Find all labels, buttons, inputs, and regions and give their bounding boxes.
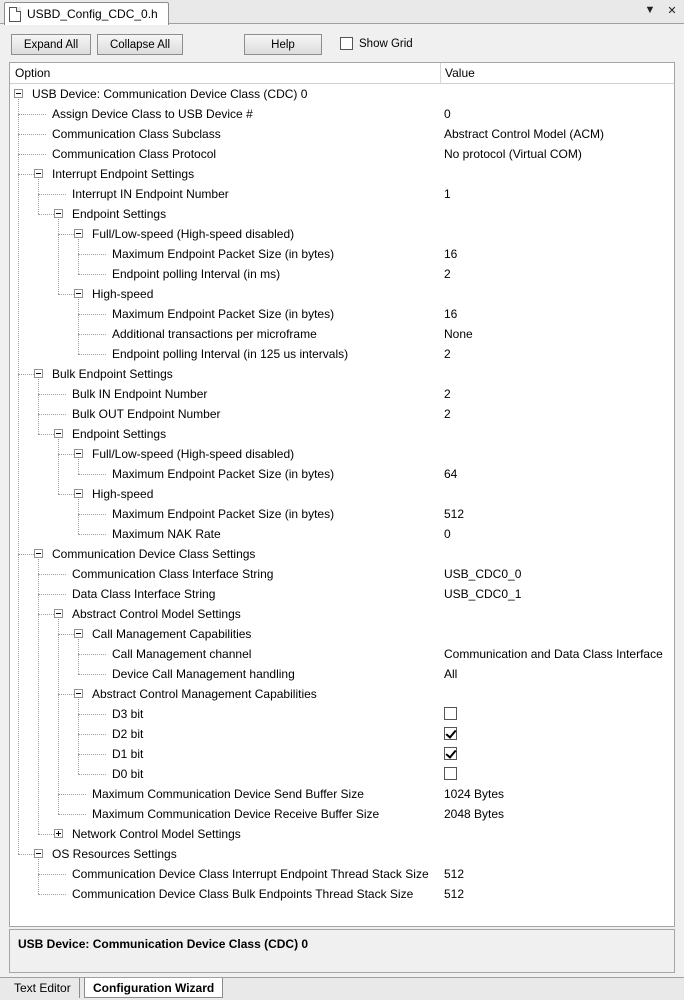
- document-tab[interactable]: [4, 2, 169, 25]
- option-label: D0 bit: [112, 767, 144, 781]
- tree-row[interactable]: [10, 664, 674, 684]
- option-label: Maximum Endpoint Packet Size (in bytes): [112, 507, 335, 521]
- close-icon[interactable]: ✕: [667, 5, 677, 17]
- tree-row[interactable]: [10, 464, 674, 484]
- tree-guide-line: [78, 299, 79, 354]
- tree-connector: [38, 194, 66, 195]
- tree-connector: [18, 554, 34, 555]
- option-label: Interrupt IN Endpoint Number: [72, 187, 229, 201]
- option-label: Data Class Interface String: [72, 587, 216, 601]
- tree-guide-line: [78, 699, 79, 774]
- tree-row[interactable]: [10, 224, 674, 244]
- tree-row[interactable]: [10, 784, 674, 804]
- option-value[interactable]: No protocol (Virtual COM): [444, 147, 582, 161]
- option-label: Call Management channel: [112, 647, 252, 661]
- tree-row[interactable]: [10, 204, 674, 224]
- option-label: Endpoint Settings: [72, 207, 167, 221]
- chevron-down-icon[interactable]: ▼: [644, 4, 656, 16]
- collapse-toggle-icon[interactable]: [34, 849, 43, 858]
- tree-row[interactable]: [10, 504, 674, 524]
- collapse-toggle-icon[interactable]: [54, 609, 63, 618]
- tree-connector: [78, 654, 106, 655]
- tree-connector: [38, 574, 66, 575]
- option-value[interactable]: 1024 Bytes: [444, 787, 505, 801]
- collapse-toggle-icon[interactable]: [14, 89, 23, 98]
- tree-connector: [58, 694, 74, 695]
- show-grid-label: Show Grid: [359, 37, 413, 50]
- tree-connector: [58, 234, 74, 235]
- tree-connector: [58, 634, 74, 635]
- document-tab-label: USBD_Config_CDC_0.h: [27, 7, 158, 21]
- tree-connector: [58, 794, 86, 795]
- tree-connector: [78, 754, 106, 755]
- option-value[interactable]: 0: [444, 107, 451, 121]
- tree-row[interactable]: [10, 84, 674, 104]
- collapse-toggle-icon[interactable]: [74, 449, 83, 458]
- tree-connector: [38, 414, 66, 415]
- file-icon: [9, 7, 21, 22]
- tree-row[interactable]: [10, 744, 674, 764]
- option-value[interactable]: 512: [444, 887, 465, 901]
- tree-connector: [58, 454, 74, 455]
- option-label: Additional transactions per microframe: [112, 327, 317, 341]
- option-column-header[interactable]: Option: [15, 66, 51, 80]
- option-label: Communication Class Subclass: [52, 127, 221, 141]
- option-label: Communication Device Class Settings: [52, 547, 256, 561]
- option-value[interactable]: 2048 Bytes: [444, 807, 505, 821]
- collapse-toggle-icon[interactable]: [34, 369, 43, 378]
- option-value[interactable]: 64: [444, 467, 458, 481]
- option-label: Communication Class Interface String: [72, 567, 274, 581]
- tree-connector: [18, 114, 46, 115]
- tree-row[interactable]: [10, 484, 674, 504]
- tree-connector: [78, 534, 106, 535]
- option-label: Maximum NAK Rate: [112, 527, 221, 541]
- tree-guide-line: [78, 239, 79, 274]
- collapse-toggle-icon[interactable]: [34, 549, 43, 558]
- option-value[interactable]: 2: [444, 407, 451, 421]
- option-label: High-speed: [92, 487, 154, 501]
- tree-row[interactable]: [10, 384, 674, 404]
- tree-row[interactable]: [10, 764, 674, 784]
- tree-connector: [58, 494, 74, 495]
- option-label: Interrupt Endpoint Settings: [52, 167, 195, 181]
- collapse-toggle-icon[interactable]: [34, 169, 43, 178]
- tree-connector: [78, 714, 106, 715]
- tree-row[interactable]: [10, 724, 674, 744]
- tree-guide-line: [38, 379, 39, 434]
- configuration-grid: [9, 62, 675, 927]
- tree-connector: [78, 514, 106, 515]
- tree-connector: [38, 894, 66, 895]
- tree-connector: [38, 614, 54, 615]
- expand-all-button[interactable]: Expand All: [11, 34, 91, 55]
- tree-row[interactable]: [10, 884, 674, 904]
- tree-guide-line: [38, 859, 39, 894]
- option-label: Device Call Management handling: [112, 667, 295, 681]
- option-label: Endpoint polling Interval (in ms): [112, 267, 281, 281]
- option-label: Maximum Communication Device Send Buffer Size: [92, 787, 364, 801]
- tree-connector: [38, 434, 54, 435]
- tree-connector: [58, 294, 74, 295]
- toolbar: [0, 25, 684, 62]
- option-label: Endpoint polling Interval (in 125 us intervals): [112, 347, 349, 361]
- tree-row[interactable]: [10, 844, 674, 864]
- tree-guide-line: [58, 219, 59, 294]
- collapse-toggle-icon[interactable]: [74, 689, 83, 698]
- tree-connector: [38, 394, 66, 395]
- tree-guide-line: [78, 639, 79, 674]
- option-value[interactable]: All: [444, 667, 458, 681]
- option-label: Maximum Endpoint Packet Size (in bytes): [112, 467, 335, 481]
- option-value[interactable]: 1: [444, 187, 451, 201]
- tree-row[interactable]: [10, 324, 674, 344]
- option-value[interactable]: 512: [444, 507, 465, 521]
- tree-guide-line: [58, 619, 59, 814]
- option-label: Full/Low-speed (High-speed disabled): [92, 447, 295, 461]
- tree-row[interactable]: [10, 624, 674, 644]
- option-value[interactable]: Communication and Data Class Interface: [444, 647, 663, 661]
- tree-row[interactable]: [10, 144, 674, 164]
- option-label: USB Device: Communication Device Class (CDC) 0: [32, 87, 308, 101]
- tree-row[interactable]: [10, 864, 674, 884]
- option-label: Communication Device Class Interrupt Endpoint Thread Stack Size: [72, 867, 429, 881]
- tree-row[interactable]: [10, 164, 674, 184]
- option-label: Network Control Model Settings: [72, 827, 241, 841]
- tree-row[interactable]: [10, 684, 674, 704]
- option-value[interactable]: 0: [444, 527, 451, 541]
- tree-row[interactable]: [10, 344, 674, 364]
- option-label: D1 bit: [112, 747, 144, 761]
- tree-row[interactable]: [10, 444, 674, 464]
- tree-row[interactable]: [10, 524, 674, 544]
- tree-connector: [38, 594, 66, 595]
- tree-connector: [78, 254, 106, 255]
- tree-connector: [78, 314, 106, 315]
- show-grid-toggle[interactable]: [340, 37, 413, 50]
- option-label: Bulk Endpoint Settings: [52, 367, 173, 381]
- option-value[interactable]: 2: [444, 347, 451, 361]
- option-label: Abstract Control Management Capabilities: [92, 687, 317, 701]
- tree-row[interactable]: [10, 184, 674, 204]
- description-pane: [9, 929, 675, 973]
- tree-connector: [38, 874, 66, 875]
- option-value[interactable]: 512: [444, 867, 465, 881]
- option-label: D2 bit: [112, 727, 144, 741]
- tree-connector: [78, 774, 106, 775]
- option-value[interactable]: 2: [444, 267, 451, 281]
- tree-row[interactable]: [10, 644, 674, 664]
- tree-connector: [78, 354, 106, 355]
- tree-connector: [18, 174, 34, 175]
- expand-toggle-icon[interactable]: [54, 829, 63, 838]
- option-label: Maximum Endpoint Packet Size (in bytes): [112, 307, 335, 321]
- tree-row[interactable]: [10, 124, 674, 144]
- tree-connector: [78, 474, 106, 475]
- column-divider[interactable]: [440, 63, 441, 84]
- option-value[interactable]: Abstract Control Model (ACM): [444, 127, 605, 141]
- collapse-toggle-icon[interactable]: [74, 229, 83, 238]
- help-button[interactable]: Help: [244, 34, 322, 55]
- tree-row[interactable]: [10, 364, 674, 384]
- tree-guide-line: [58, 439, 59, 494]
- tree-connector: [38, 834, 54, 835]
- tree-connector: [18, 854, 34, 855]
- bit-checkbox[interactable]: [444, 747, 457, 760]
- collapse-all-button[interactable]: Collapse All: [97, 34, 183, 55]
- tree-connector: [18, 374, 34, 375]
- option-label: Call Management Capabilities: [92, 627, 252, 641]
- tree-row[interactable]: [10, 584, 674, 604]
- tree-guide-line: [18, 99, 19, 854]
- tree-guide-line: [78, 499, 79, 534]
- option-label: Maximum Endpoint Packet Size (in bytes): [112, 247, 335, 261]
- option-value[interactable]: 16: [444, 307, 458, 321]
- collapse-toggle-icon[interactable]: [54, 429, 63, 438]
- tree-row[interactable]: [10, 824, 674, 844]
- tree-row[interactable]: [10, 544, 674, 564]
- tree-row[interactable]: [10, 424, 674, 444]
- tab-text-editor[interactable]: Text Editor: [6, 978, 80, 998]
- tree-connector: [78, 274, 106, 275]
- option-label: Bulk IN Endpoint Number: [72, 387, 208, 401]
- tree-connector: [18, 154, 46, 155]
- grid-header: [10, 63, 674, 84]
- option-label: Abstract Control Model Settings: [72, 607, 241, 621]
- collapse-toggle-icon[interactable]: [54, 209, 63, 218]
- option-label: OS Resources Settings: [52, 847, 177, 861]
- tree-connector: [78, 674, 106, 675]
- tree-guide-line: [38, 179, 39, 214]
- tree-connector: [78, 334, 106, 335]
- document-tab-strip: [0, 0, 684, 24]
- bit-checkbox[interactable]: [444, 767, 457, 780]
- option-value[interactable]: None: [444, 327, 473, 341]
- tree-row[interactable]: [10, 244, 674, 264]
- option-label: High-speed: [92, 287, 154, 301]
- tree-guide-line: [78, 459, 79, 474]
- option-label: Assign Device Class to USB Device #: [52, 107, 253, 121]
- collapse-toggle-icon[interactable]: [74, 489, 83, 498]
- tree-row[interactable]: [10, 804, 674, 824]
- option-label: Communication Class Protocol: [52, 147, 217, 161]
- option-value[interactable]: 2: [444, 387, 451, 401]
- tree-row[interactable]: [10, 304, 674, 324]
- option-label: Endpoint Settings: [72, 427, 167, 441]
- bit-checkbox[interactable]: [444, 727, 457, 740]
- option-label: Full/Low-speed (High-speed disabled): [92, 227, 295, 241]
- tree-row[interactable]: [10, 264, 674, 284]
- collapse-toggle-icon[interactable]: [74, 289, 83, 298]
- description-text: USB Device: Communication Device Class (CDC) 0: [18, 937, 309, 951]
- option-value[interactable]: USB_CDC0_1: [444, 587, 522, 601]
- option-value[interactable]: USB_CDC0_0: [444, 567, 522, 581]
- tree-guide-line: [38, 559, 39, 834]
- tree-row[interactable]: [10, 284, 674, 304]
- tree-connector: [18, 134, 46, 135]
- tree-connector: [38, 214, 54, 215]
- option-label: Maximum Communication Device Receive Buffer Size: [92, 807, 380, 821]
- tree-connector: [58, 814, 86, 815]
- option-label: Communication Device Class Bulk Endpoints Thread Stack Size: [72, 887, 414, 901]
- tab-configuration-wizard[interactable]: Configuration Wizard: [84, 978, 223, 998]
- option-label: D3 bit: [112, 707, 144, 721]
- tree-row[interactable]: [10, 704, 674, 724]
- tree-row[interactable]: [10, 564, 674, 584]
- tree-row[interactable]: [10, 104, 674, 124]
- value-column-header[interactable]: Value: [445, 66, 475, 80]
- option-value[interactable]: 16: [444, 247, 458, 261]
- collapse-toggle-icon[interactable]: [74, 629, 83, 638]
- editor-mode-tabs: [0, 977, 684, 1000]
- bit-checkbox[interactable]: [444, 707, 457, 720]
- show-grid-checkbox[interactable]: [340, 37, 353, 50]
- tree-row[interactable]: [10, 604, 674, 624]
- window-controls: [644, 4, 678, 17]
- tree-row[interactable]: [10, 404, 674, 424]
- tree-connector: [78, 734, 106, 735]
- option-label: Bulk OUT Endpoint Number: [72, 407, 221, 421]
